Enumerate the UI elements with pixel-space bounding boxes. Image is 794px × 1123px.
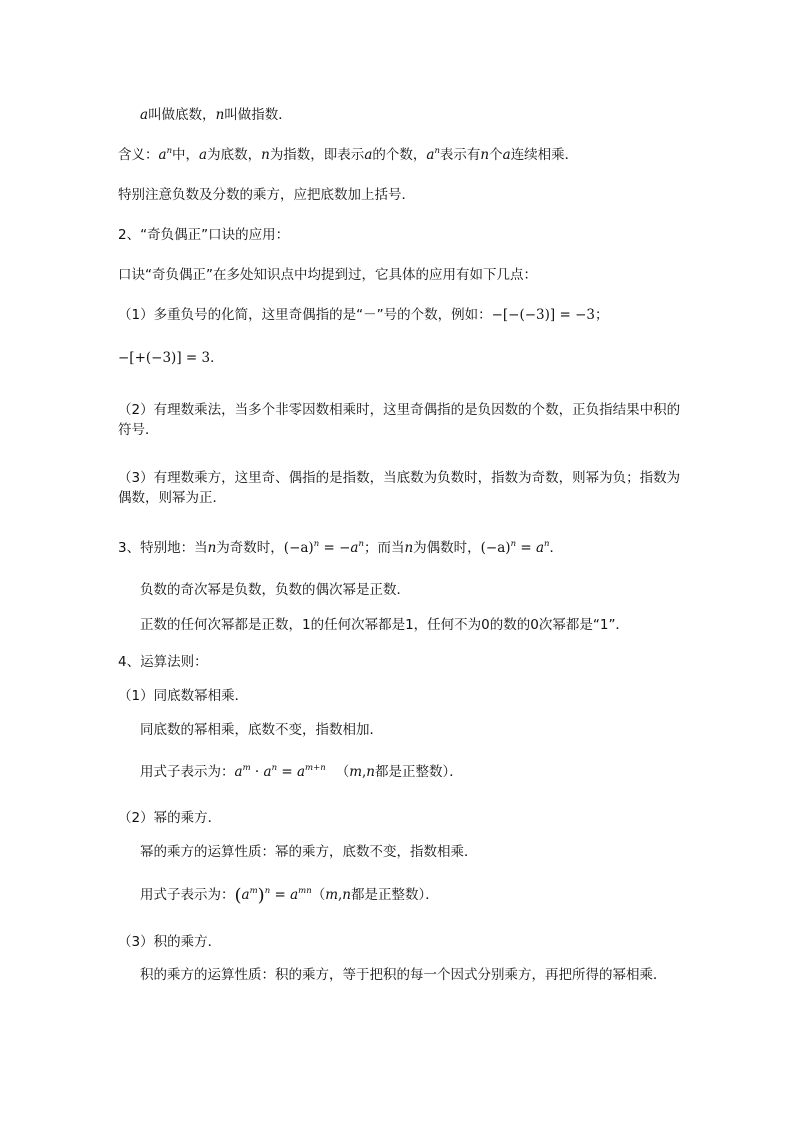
line-special-case: 3、特别地：当n为奇数时，$(-a)^n = -a^n$；而当n为偶数时，$(-a)^n = a^n$．: [118, 539, 563, 556]
line-item-1-cont: −[+(−3)] = 3．: [118, 350, 224, 366]
heading-operation-rules: 4、运算法则：: [118, 654, 208, 670]
subheading-same-base-multiply: （1）同底数幂相乘．: [118, 688, 249, 704]
subheading-power-of-power: （2）幂的乘方．: [118, 810, 222, 826]
paragraph-item-3: （3）有理数乘方，这里奇、偶指的是指数，当底数为负数时，指数为奇数，则幂为负；指数为偶数，则幂为正．: [118, 470, 681, 506]
line-meaning: 含义：$a^n$中，a为底数，n为指数，即表示a的个数，$a^n$表示有n个a连续相乘．: [118, 146, 579, 163]
line-negative-powers: 负数的奇次幂是负数，负数的偶次幂是正数．: [140, 582, 410, 598]
line-item-1: （1）多重负号的化简，这里奇偶指的是“－”号的个数，例如：−[−(−3)] = −3；: [118, 307, 609, 323]
math-expression: −[−(−3)] = −3: [491, 307, 595, 323]
line-formula-product: 用式子表示为：$a^m \cdot a^n = a^{m+n}$ （m,n都是正整数）．: [140, 763, 463, 780]
line-rule-intro: 口诀“奇负偶正”在多处知识点中均提到过，它具体的应用有如下几点：: [118, 267, 537, 283]
line-same-base-rule: 同底数的幂相乘，底数不变，指数相加．: [140, 722, 383, 738]
subheading-power-of-product: （3）积的乘方．: [118, 934, 222, 950]
line-formula-power: 用式子表示为：$(a^m)^n = a^{mn}(m,n$都是正整数）．: [140, 885, 439, 906]
math-expression: −[+(−3)] = 3: [118, 350, 211, 366]
line-positive-powers: 正数的任何次幂都是正数，1的任何次幂都是1，任何不为0的数的0次幂都是“1”．: [140, 617, 629, 633]
paragraph-power-of-product-rule: 积的乘方的运算性质：积的乘方，等于把积的每一个因式分别乘方，再把所得的幂相乘．: [140, 967, 667, 983]
line-power-of-power-rule: 幂的乘方的运算性质：幂的乘方，底数不变，指数相乘．: [140, 844, 478, 860]
paragraph-item-2: （2）有理数乘法，当多个非零因数相乘时，这里奇偶指的是负因数的个数，正负指结果中积的符号．: [118, 402, 681, 438]
heading-odd-negative-rule: 2、“奇负偶正”口诀的应用：: [118, 227, 290, 243]
line-base-exponent: a叫做底数，n叫做指数．: [140, 107, 292, 123]
line-note-brackets: 特别注意负数及分数的乘方，应把底数加上括号．: [118, 187, 415, 203]
